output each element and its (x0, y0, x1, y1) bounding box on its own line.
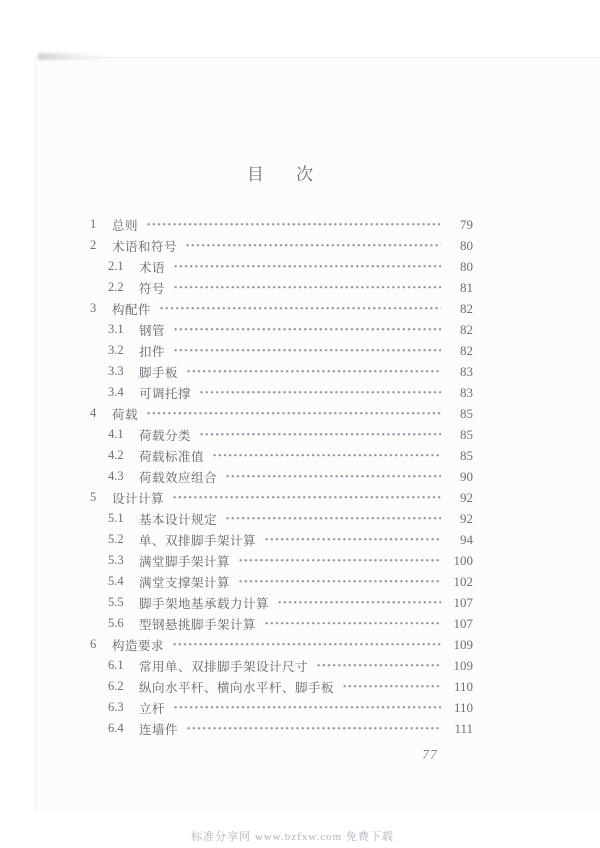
toc-entry-page: 80 (460, 258, 473, 274)
toc-entry-label: 构配件 (112, 302, 152, 317)
toc-entry-page: 81 (460, 279, 473, 295)
table-of-contents (90, 214, 473, 739)
toc-entry-number: 2.2 (108, 280, 124, 294)
toc-entry-label: 基本设计规定 (139, 512, 218, 527)
dot-leader (173, 701, 441, 714)
toc-entry (90, 508, 473, 529)
dot-leader (238, 554, 441, 567)
toc-entry-page: 79 (460, 216, 473, 232)
toc-entry (90, 340, 473, 361)
toc-entry (90, 697, 473, 718)
dot-leader (186, 722, 441, 735)
toc-entry-label: 钢管 (139, 323, 166, 338)
toc-entry-number: 6.1 (108, 658, 124, 672)
toc-entry-label: 设计计算 (112, 491, 165, 506)
toc-entry-page: 90 (460, 468, 473, 484)
toc-entry (90, 319, 473, 340)
toc-entry-label: 扣件 (139, 344, 166, 359)
toc-entry-page: 102 (453, 573, 473, 589)
dot-leader (264, 533, 441, 546)
toc-entry (90, 214, 473, 235)
dot-leader (199, 428, 441, 441)
dot-leader (225, 512, 441, 525)
toc-entry-page: 85 (460, 447, 473, 463)
toc-entry-page: 82 (460, 321, 473, 337)
toc-entry-number: 3.3 (108, 364, 124, 378)
toc-entry-page: 92 (460, 510, 473, 526)
dot-leader (342, 680, 441, 693)
toc-entry (90, 718, 473, 739)
toc-entry-label: 荷载标准值 (139, 449, 205, 464)
toc-entry-page: 107 (453, 615, 473, 631)
toc-entry-page: 111 (454, 720, 473, 736)
dot-leader (146, 218, 441, 231)
dot-leader (185, 239, 441, 252)
toc-entry (90, 634, 473, 655)
dot-leader (173, 323, 441, 336)
toc-entry-page: 83 (460, 384, 473, 400)
toc-entry-label: 立杆 (139, 701, 166, 716)
dot-leader (173, 260, 441, 273)
toc-entry-label: 术语和符号 (112, 239, 178, 254)
toc-entry (90, 445, 473, 466)
dot-leader (186, 365, 441, 378)
toc-entry (90, 256, 473, 277)
toc-entry (90, 676, 473, 697)
toc-entry-label: 单、双排脚手架计算 (139, 533, 257, 548)
toc-entry-page: 110 (453, 678, 473, 694)
dot-leader (264, 617, 441, 630)
toc-entry-page: 82 (460, 342, 473, 358)
toc-entry-page: 94 (460, 531, 473, 547)
toc-entry-number: 5.4 (108, 574, 124, 588)
toc-entry-label: 型钢悬挑脚手架计算 (139, 617, 257, 632)
toc-entry (90, 655, 473, 676)
dot-leader (172, 638, 441, 651)
toc-entry-number: 5.2 (108, 532, 124, 546)
toc-entry-page: 92 (460, 489, 473, 505)
toc-entry (90, 403, 473, 424)
toc-entry-number: 4.3 (108, 469, 124, 483)
toc-entry-label: 常用单、双排脚手架设计尺寸 (139, 659, 309, 674)
toc-entry (90, 298, 473, 319)
dot-leader (146, 407, 441, 420)
toc-entry-number: 5 (90, 490, 97, 504)
watermark-text: 标准分享网 www.bzfxw.com 免费下载 (191, 831, 394, 843)
toc-entry (90, 277, 473, 298)
toc-entry-label: 满堂支撑架计算 (139, 575, 231, 590)
toc-entry-number: 6.2 (108, 679, 124, 693)
toc-entry-number: 4 (90, 406, 97, 420)
toc-entry-page: 110 (453, 699, 473, 715)
toc-entry-number: 3.4 (108, 385, 124, 399)
toc-entry (90, 550, 473, 571)
toc-entry-page: 109 (453, 636, 473, 652)
toc-entry (90, 592, 473, 613)
page-title: 目 次 (246, 165, 315, 184)
toc-entry-number: 4.2 (108, 448, 124, 462)
toc-entry-page: 82 (460, 300, 473, 316)
toc-entry-label: 可调托撑 (139, 386, 192, 401)
toc-entry-label: 荷载 (112, 407, 139, 422)
toc-entry (90, 235, 473, 256)
dot-leader (225, 470, 441, 483)
toc-entry-number: 3.2 (108, 343, 124, 357)
toc-entry (90, 382, 473, 403)
toc-entry-label: 脚手板 (139, 365, 179, 380)
toc-entry-label: 纵向水平杆、横向水平杆、脚手板 (139, 680, 335, 695)
toc-entry-number: 5.5 (108, 595, 124, 609)
toc-entry-label: 脚手架地基承载力计算 (139, 596, 270, 611)
toc-entry-label: 荷载效应组合 (139, 470, 218, 485)
dot-leader (173, 281, 441, 294)
scan-artifact-smudge (38, 53, 110, 60)
toc-entry-label: 符号 (139, 281, 166, 296)
toc-entry-page: 100 (453, 552, 473, 568)
toc-entry-number: 6.3 (108, 700, 124, 714)
toc-entry-page: 109 (453, 657, 473, 673)
toc-entry-number: 2.1 (108, 259, 124, 273)
toc-entry-number: 4.1 (108, 427, 124, 441)
toc-entry-number: 2 (90, 238, 97, 252)
toc-entry-number: 5.6 (108, 616, 124, 630)
toc-entry-label: 连墙件 (139, 722, 179, 737)
toc-entry (90, 361, 473, 382)
toc-entry-label: 术语 (139, 260, 166, 275)
toc-entry (90, 529, 473, 550)
toc-entry-page: 107 (453, 594, 473, 610)
dot-leader (212, 449, 441, 462)
dot-leader (159, 302, 441, 315)
toc-entry-page: 80 (460, 237, 473, 253)
toc-entry-number: 1 (90, 217, 97, 231)
toc-entry-page: 85 (460, 405, 473, 421)
toc-entry-page: 85 (460, 426, 473, 442)
dot-leader (277, 596, 441, 609)
dot-leader (199, 386, 441, 399)
toc-entry-number: 6.4 (108, 721, 124, 735)
toc-entry (90, 487, 473, 508)
dot-leader (316, 659, 441, 672)
toc-entry (90, 424, 473, 445)
toc-entry-label: 总则 (112, 218, 139, 233)
toc-entry-number: 5.3 (108, 553, 124, 567)
toc-entry-number: 5.1 (108, 511, 124, 525)
dot-leader (173, 344, 441, 357)
toc-entry (90, 613, 473, 634)
folio-page-number: 77 (422, 747, 438, 762)
toc-entry-number: 3.1 (108, 322, 124, 336)
toc-entry-label: 构造要求 (112, 638, 165, 653)
toc-entry (90, 571, 473, 592)
toc-entry-number: 3 (90, 301, 97, 315)
toc-entry-label: 满堂脚手架计算 (139, 554, 231, 569)
toc-entry-number: 6 (90, 637, 97, 651)
dot-leader (238, 575, 441, 588)
toc-entry-page: 83 (460, 363, 473, 379)
dot-leader (172, 491, 441, 504)
toc-entry-label: 荷载分类 (139, 428, 192, 443)
toc-entry (90, 466, 473, 487)
